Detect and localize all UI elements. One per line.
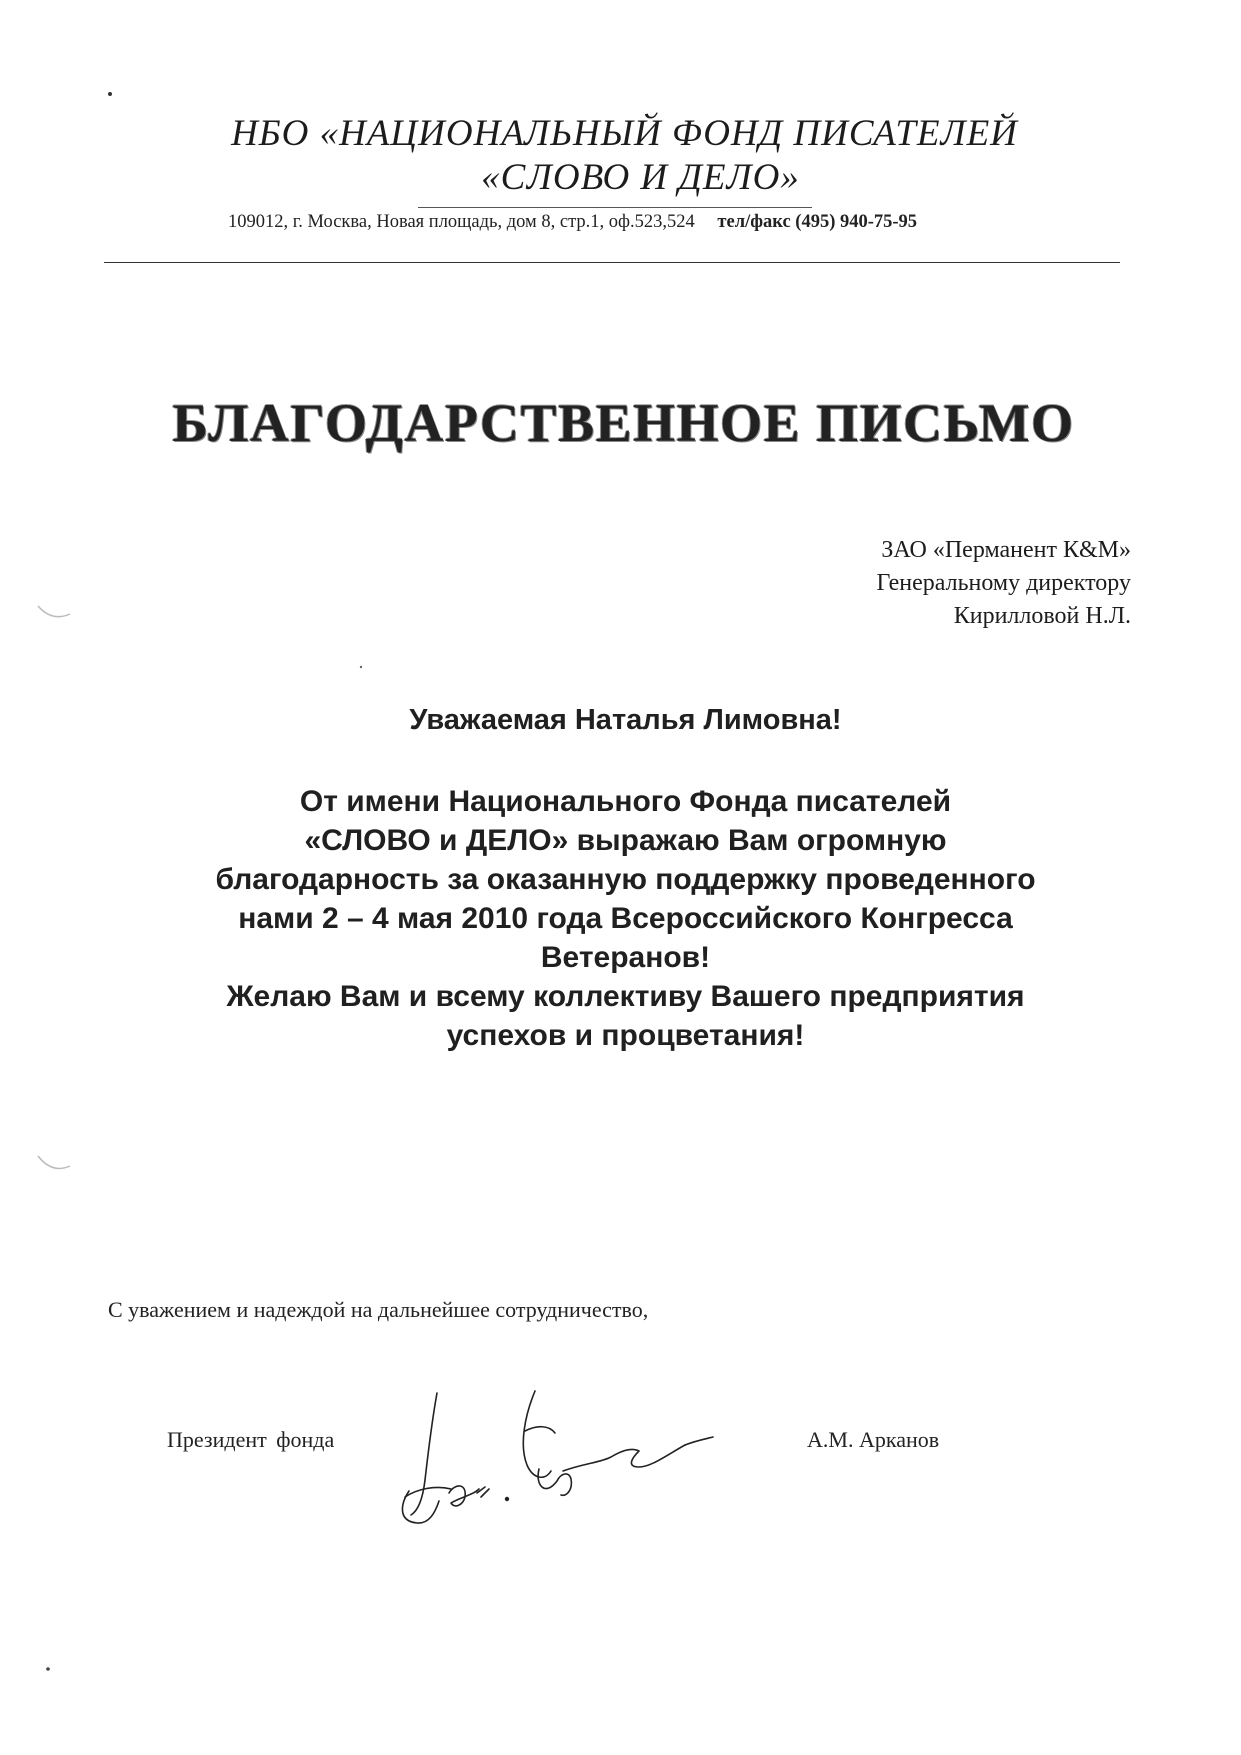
scan-dot-mid [358, 664, 364, 670]
recipient-company: ЗАО «Перманент К&М» [881, 537, 1131, 563]
organization-name: НБО «НАЦИОНАЛЬНЫЙ ФОНД ПИСАТЕЛЕЙ [231, 113, 1018, 154]
document-title: БЛАГОДАРСТВЕННОЕ ПИСЬМО [172, 393, 1075, 453]
punch-hole-mark-lower [34, 1150, 74, 1176]
organization-name-line2: «СЛОВО И ДЕЛО» [481, 157, 800, 198]
signatory-name: А.М. Арканов [807, 1427, 940, 1452]
letterhead-short-rule [418, 207, 812, 208]
punch-hole-mark-upper [34, 600, 74, 624]
scan-dot-bottom-left [44, 1665, 52, 1673]
body-line: благодарность за оказанную поддержку проведенного [215, 863, 1036, 896]
recipient-block [877, 534, 1131, 633]
body-line: Желаю Вам и всему коллективу Вашего предприятия [226, 980, 1025, 1013]
organization-address: 109012, г. Москва, Новая площадь, дом 8, стр.1, оф.523,524 [228, 212, 695, 232]
signatory-title: Президент фонда [167, 1427, 335, 1452]
body-line: «СЛОВО и ДЕЛО» выражаю Вам огромную [304, 824, 947, 857]
organization-contacts [228, 212, 1028, 233]
handwritten-signature [395, 1385, 775, 1535]
closing-phrase: С уважением и надеждой на дальнейшее сотрудничество, [108, 1297, 649, 1322]
organization-phone: тел/факс (495) 940-75-95 [717, 212, 918, 232]
recipient-name: Кирилловой Н.Л. [953, 603, 1131, 629]
salutation: Уважаемая Наталья Лимовна! [409, 704, 842, 736]
letterhead-divider [104, 262, 1120, 263]
scan-dot-top-left [106, 90, 114, 98]
recipient-position: Генеральному директору [876, 570, 1131, 596]
body-line: успехов и процветания! [446, 1019, 805, 1052]
body-line: От имени Национального Фонда писателей [299, 785, 952, 818]
body-line: нами 2 – 4 мая 2010 года Всероссийского Конгресса [238, 902, 1013, 935]
letter-body [0, 782, 1241, 1055]
body-line: Ветеранов! [540, 941, 711, 974]
